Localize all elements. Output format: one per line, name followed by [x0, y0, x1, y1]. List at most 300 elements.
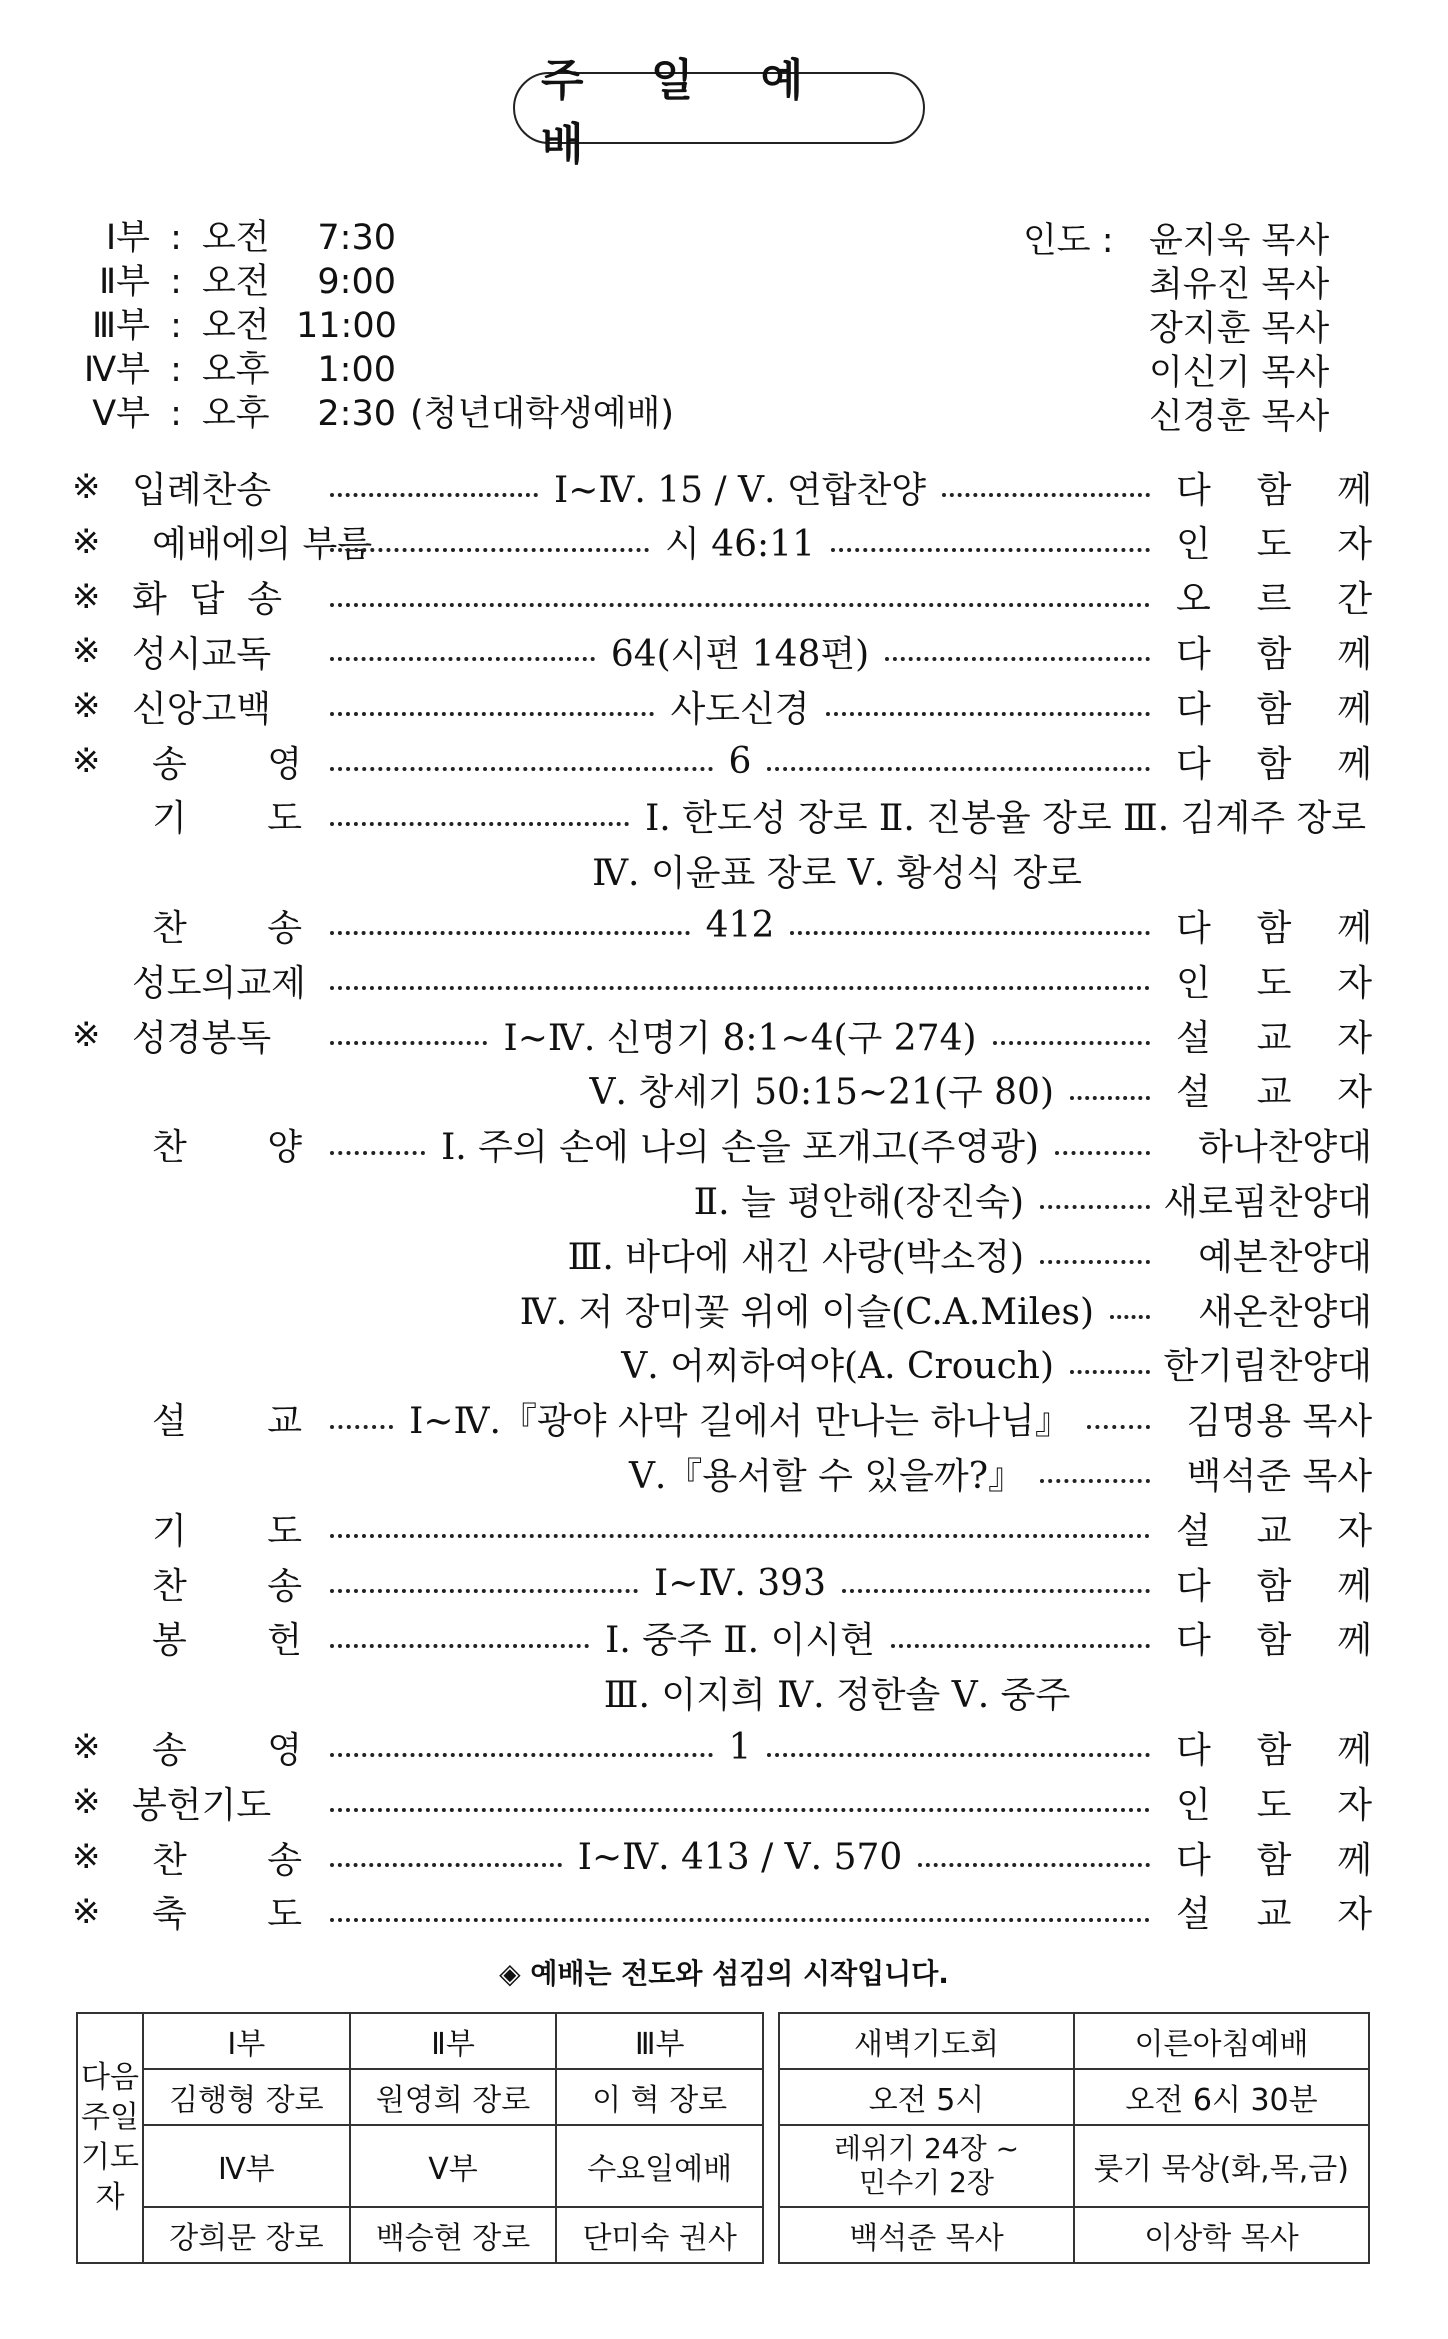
prayer-person: 이 혁 장로: [556, 2069, 763, 2125]
schedule-part: Ⅱ부: [98, 262, 150, 302]
order-item-label: [132, 571, 282, 622]
dot-leader: [330, 767, 713, 771]
order-row: [72, 1720, 1372, 1774]
char: 도: [1256, 524, 1292, 566]
footer-note: ◈ 예배는 전도와 섬김의 시작입니다.: [499, 1957, 949, 1990]
schedule-time: 7:30: [317, 218, 396, 258]
order-performer: [1176, 516, 1372, 567]
schedule-row: [78, 260, 674, 304]
char: 도: [267, 798, 302, 840]
char: 께: [1337, 469, 1372, 511]
char: 다: [1176, 1729, 1211, 1771]
order-performer: [1176, 1503, 1372, 1554]
char: 함: [1256, 743, 1292, 785]
order-body: [302, 1284, 1160, 1335]
order-row: [72, 1446, 1372, 1500]
schedule-time: 11:00: [296, 306, 397, 346]
order-performer: 새로핌찬양대: [1163, 1181, 1372, 1223]
dot-leader: [891, 1644, 1150, 1648]
schedule-colon: :: [170, 394, 182, 434]
char: 설: [152, 1401, 187, 1443]
schedule-row: [78, 216, 674, 260]
dot-leader: [1070, 1370, 1150, 1374]
leader-name: 이신기 목사: [1149, 353, 1330, 393]
order-performer: [1176, 1777, 1372, 1828]
order-row: [72, 953, 1372, 1007]
order-content: Ⅰ~Ⅳ. 15 / Ⅴ. 연합찬양: [553, 469, 927, 511]
standing-mark: ※: [72, 1891, 101, 1932]
leader-name: 장지훈 목사: [1149, 309, 1330, 349]
order-performer: [1176, 1612, 1372, 1663]
char: 찬: [152, 1839, 187, 1881]
next-week-prayer-table: [76, 2012, 764, 2264]
order-row: [72, 1118, 1372, 1172]
order-row: [72, 844, 1372, 898]
order-item-label: [152, 1832, 302, 1883]
order-row: [72, 515, 1372, 569]
service-schedule: [78, 216, 674, 436]
order-body: [320, 1563, 1160, 1604]
order-item-label: 성경봉독: [132, 1017, 272, 1059]
order-performer: [1176, 1886, 1372, 1937]
order-row: [72, 789, 1372, 843]
standing-mark: ※: [72, 576, 101, 617]
char: 함: [1256, 1729, 1292, 1771]
order-performer: [1176, 462, 1372, 513]
char: 함: [1256, 688, 1292, 730]
dot-leader: [790, 931, 1150, 935]
char: 다: [1176, 688, 1211, 730]
order-row: [72, 734, 1372, 788]
order-body: [320, 626, 1160, 677]
leader-row: [1023, 307, 1329, 351]
char: 기: [152, 798, 187, 840]
order-body: [320, 1119, 1160, 1170]
order-content: 1: [728, 1726, 752, 1768]
dot-leader: [330, 1863, 562, 1867]
order-body: [320, 462, 1160, 513]
dot-leader: [330, 1534, 1150, 1538]
dot-leader: [330, 603, 1150, 607]
char: 찬: [152, 1565, 187, 1607]
order-row: [72, 1666, 1372, 1720]
order-body: [320, 1010, 1160, 1061]
order-item-label: [152, 1503, 302, 1554]
standing-mark: ※: [72, 1782, 101, 1823]
dot-leader: [885, 657, 1150, 661]
prayer-part: Ⅲ부: [556, 2013, 763, 2069]
standing-mark: ※: [72, 521, 101, 562]
standing-mark: ※: [72, 467, 101, 507]
leaders-label: [1023, 351, 1149, 395]
char: 송: [267, 907, 302, 949]
order-performer: 예본찬양대: [1198, 1236, 1372, 1278]
order-performer: 새온찬양대: [1198, 1291, 1372, 1333]
leader-name: 최유진 목사: [1149, 265, 1330, 305]
order-content: Ⅴ.『용서할 수 있을까?』: [628, 1455, 1024, 1497]
order-body: [320, 1727, 1160, 1768]
order-content: 시 46:11: [665, 524, 815, 566]
order-row: [72, 1885, 1372, 1939]
order-row: [72, 679, 1372, 733]
dot-leader: [993, 1041, 1150, 1045]
dot-leader: [1070, 1096, 1150, 1100]
char: 께: [1337, 1839, 1372, 1881]
standing-mark: ※: [72, 686, 101, 727]
order-row: [72, 1063, 1372, 1117]
char: 함: [1256, 1620, 1292, 1662]
order-row: [72, 1337, 1372, 1391]
order-body: [302, 1448, 1160, 1499]
dot-leader: [1040, 1205, 1150, 1209]
dot-leader: [1087, 1425, 1150, 1429]
prayer-person: 원영희 장로: [350, 2069, 557, 2125]
dot-leader: [767, 1753, 1150, 1757]
order-row: [72, 1227, 1372, 1281]
char: 답: [189, 579, 225, 621]
order-row: [72, 1282, 1372, 1336]
char: 르: [1256, 579, 1292, 621]
order-content: Ⅲ. 이지희 Ⅳ. 정한솔 Ⅴ. 중주: [603, 1675, 1071, 1717]
char: 교: [1256, 1017, 1292, 1059]
order-body: [320, 1612, 1160, 1663]
dot-leader: [842, 1589, 1150, 1593]
dot-leader: [330, 931, 690, 935]
char: 다: [1176, 907, 1211, 949]
order-row: [72, 570, 1372, 624]
dot-leader: [1110, 1315, 1150, 1319]
prayer-person: 김행형 장로: [143, 2069, 350, 2125]
leader-name: 신경훈 목사: [1149, 397, 1330, 437]
order-body: [302, 1229, 1160, 1280]
dawn-leader: 백석준 목사: [779, 2207, 1074, 2263]
char: 다: [1176, 1565, 1211, 1607]
leaders-label: 인도 :: [1023, 221, 1114, 261]
order-item-label: [152, 1612, 302, 1663]
char: 다: [1176, 1839, 1211, 1881]
char: 께: [1337, 1620, 1372, 1662]
dawn-service-table: [778, 2012, 1370, 2264]
order-row: [72, 1172, 1372, 1226]
char: 송: [152, 743, 187, 785]
order-performer: [1176, 900, 1372, 951]
order-body: [320, 1910, 1160, 1914]
char: 설: [1176, 1510, 1211, 1552]
order-content: Ⅱ. 늘 평안해(장진숙): [693, 1181, 1024, 1223]
order-performer: 김명용 목사: [1186, 1401, 1372, 1443]
prayer-side-label: 다음 주일 기도자: [77, 2013, 143, 2263]
dot-leader: [330, 657, 595, 661]
leaders-list: [1023, 219, 1329, 439]
order-performer: 하나찬양대: [1198, 1127, 1372, 1169]
char: 교: [1256, 1894, 1292, 1936]
char: 교: [1256, 1510, 1292, 1552]
char: 자: [1337, 524, 1372, 566]
order-performer: [1176, 1722, 1372, 1773]
dot-leader: [330, 986, 1150, 990]
schedule-part: Ⅰ부: [105, 218, 150, 258]
schedule-colon: :: [170, 306, 182, 346]
schedule-ampm: 오전: [202, 218, 270, 258]
order-item-label: 성시교독: [132, 633, 272, 675]
dawn-time: 오전 6시 30분: [1074, 2069, 1369, 2125]
schedule-ampm: 오전: [202, 306, 270, 346]
dot-leader: [330, 548, 649, 552]
order-content: Ⅴ. 창세기 50:15~21(구 80): [589, 1072, 1054, 1114]
schedule-time: 2:30: [317, 394, 396, 434]
page-title: 주 일 예 배: [513, 72, 925, 144]
char: 도: [1256, 1784, 1292, 1826]
order-body: [320, 978, 1160, 982]
dot-leader: [330, 1918, 1150, 1922]
dawn-time: 오전 5시: [779, 2069, 1074, 2125]
char: 축: [152, 1894, 187, 1936]
schedule-row: [78, 348, 674, 392]
standing-mark: ※: [72, 741, 101, 781]
leader-row: [1023, 219, 1329, 263]
order-body: [320, 1837, 1160, 1878]
order-body: [302, 845, 1372, 896]
char: 인: [1176, 1784, 1211, 1826]
dot-leader: [330, 822, 629, 826]
char: 찬: [152, 1127, 187, 1169]
order-body: [302, 1338, 1160, 1389]
order-content: Ⅴ. 어찌하여야(A. Crouch): [621, 1346, 1054, 1388]
char: 송: [267, 1839, 302, 1881]
order-content: Ⅰ~Ⅳ. 393: [654, 1562, 826, 1604]
leaders-label: [1023, 263, 1149, 307]
char: 인: [1176, 962, 1211, 1004]
prayer-person: 단미숙 권사: [556, 2207, 763, 2263]
prayer-part: Ⅳ부: [143, 2125, 350, 2207]
char: 송: [152, 1729, 187, 1771]
order-body: [302, 1174, 1160, 1225]
char: 자: [1337, 962, 1372, 1004]
order-content: 사도신경: [670, 688, 810, 730]
standing-mark: ※: [72, 631, 101, 672]
dot-leader: [330, 1041, 487, 1045]
order-item-label: [152, 1886, 302, 1937]
standing-mark: ※: [72, 1727, 101, 1768]
order-body: [320, 905, 1160, 946]
char: 교: [267, 1401, 302, 1443]
order-item-label: [152, 1558, 302, 1609]
order-content: Ⅰ~Ⅳ.『광야 사막 길에서 만나는 하나님』: [409, 1401, 1071, 1443]
order-performer: [1176, 626, 1372, 677]
order-body: [320, 681, 1160, 732]
prayer-person: 백승현 장로: [350, 2207, 557, 2263]
order-content: Ⅰ. 주의 손에 나의 손을 포개고(주영광): [441, 1127, 1039, 1169]
order-performer: [1176, 1832, 1372, 1883]
order-content: Ⅰ. 한도성 장로 Ⅱ. 진봉율 장로 Ⅲ. 김계주 장로: [645, 798, 1366, 840]
char: 함: [1256, 1565, 1292, 1607]
order-item-label: 입례찬송: [132, 469, 272, 511]
char: 설: [1176, 1894, 1211, 1936]
char: 자: [1337, 1510, 1372, 1552]
order-body: [320, 790, 1372, 841]
order-performer: [1176, 1558, 1372, 1609]
char: 함: [1256, 907, 1292, 949]
order-content: Ⅰ~Ⅳ. 신명기 8:1~4(구 274): [503, 1017, 977, 1059]
order-row: [72, 1392, 1372, 1446]
dot-leader: [330, 1808, 1150, 1812]
prayer-part: Ⅱ부: [350, 2013, 557, 2069]
order-item-label: [152, 1119, 302, 1170]
char: 께: [1337, 688, 1372, 730]
order-row: [72, 1611, 1372, 1665]
order-body: [320, 1800, 1160, 1804]
dot-leader: [330, 1151, 425, 1155]
dot-leader: [1055, 1151, 1150, 1155]
dot-leader: [330, 712, 654, 716]
schedule-time: 9:00: [317, 262, 396, 302]
schedule-colon: :: [170, 218, 182, 258]
dawn-header: 이른아침예배: [1074, 2013, 1369, 2069]
char: 기: [152, 1510, 187, 1552]
order-item-label: 성도의교제: [132, 962, 306, 1004]
schedule-time: 1:00: [317, 350, 396, 390]
order-body: [320, 741, 1160, 782]
order-body: [302, 1064, 1160, 1115]
char: 다: [1176, 1620, 1211, 1662]
dot-leader: [942, 493, 1150, 497]
char: 봉: [152, 1620, 187, 1662]
order-row: [72, 460, 1372, 514]
char: 송: [247, 579, 282, 621]
dot-leader: [767, 767, 1150, 771]
order-item-label: [152, 790, 302, 841]
char: 도: [1256, 962, 1292, 1004]
char: 다: [1176, 743, 1211, 785]
char: 교: [1256, 1072, 1292, 1114]
order-item-label: 봉헌기도: [132, 1784, 272, 1826]
char: 도: [267, 1894, 302, 1936]
order-content: 412: [705, 904, 775, 946]
leader-row: [1023, 351, 1329, 395]
char: 영: [267, 1729, 302, 1771]
schedule-part: Ⅲ부: [92, 306, 150, 346]
order-row: [72, 1008, 1372, 1062]
char: 찬: [152, 907, 187, 949]
char: 께: [1337, 633, 1372, 675]
order-content: 64(시편 148편): [610, 633, 870, 675]
schedule-colon: :: [170, 262, 182, 302]
dot-leader: [330, 1425, 393, 1429]
order-performer: [1176, 736, 1372, 787]
dawn-reading: 레위기 24장 ~ 민수기 2장: [779, 2125, 1074, 2207]
schedule-ampm: 오후: [202, 394, 270, 434]
char: 오: [1176, 579, 1211, 621]
order-content: Ⅳ. 이윤표 장로 Ⅴ. 황성식 장로: [592, 853, 1082, 895]
schedule-part: Ⅳ부: [83, 350, 150, 390]
order-content: Ⅰ~Ⅳ. 413 / Ⅴ. 570: [577, 1836, 903, 1878]
order-content: Ⅳ. 저 장미꽃 위에 이슬(C.A.Miles): [519, 1291, 1094, 1333]
dot-leader: [330, 1753, 713, 1757]
order-performer: [1176, 571, 1372, 622]
order-row: [72, 1830, 1372, 1884]
order-body: [320, 1393, 1160, 1444]
order-performer: [1176, 1064, 1372, 1115]
dawn-reading: 룻기 묵상(화,목,금): [1074, 2125, 1369, 2207]
standing-mark: ※: [72, 1015, 101, 1055]
leader-row: [1023, 263, 1329, 307]
order-item-label: [152, 1722, 302, 1773]
order-item-label: 신앙고백: [132, 688, 272, 730]
char: 송: [267, 1565, 302, 1607]
leader-row: [1023, 395, 1329, 439]
order-performer: 한기림찬양대: [1163, 1346, 1372, 1388]
dot-leader: [330, 1589, 638, 1593]
char: 께: [1337, 1565, 1372, 1607]
char: 께: [1337, 907, 1372, 949]
order-row: [72, 898, 1372, 952]
char: 도: [267, 1510, 302, 1552]
char: 헌: [267, 1620, 302, 1662]
order-performer: [1176, 955, 1372, 1006]
prayer-part: 수요일예배: [556, 2125, 763, 2207]
char: 자: [1337, 1072, 1372, 1114]
order-item-label: [152, 1393, 302, 1444]
char: 간: [1337, 579, 1372, 621]
schedule-row: [78, 304, 674, 348]
schedule-row: [78, 392, 674, 436]
char: 설: [1176, 1017, 1211, 1059]
order-body: [320, 516, 1160, 567]
char: 자: [1337, 1894, 1372, 1936]
char: 함: [1256, 1839, 1292, 1881]
char: 다: [1176, 469, 1211, 511]
dot-leader: [918, 1863, 1150, 1867]
order-body: [302, 1667, 1372, 1718]
char: 함: [1256, 633, 1292, 675]
schedule-note: (청년대학생예배): [410, 394, 674, 434]
char: 화: [132, 579, 167, 621]
order-row: [72, 1556, 1372, 1610]
dot-leader: [831, 548, 1150, 552]
schedule-colon: :: [170, 350, 182, 390]
prayer-part: Ⅴ부: [350, 2125, 557, 2207]
char: 양: [267, 1127, 302, 1169]
order-content: Ⅰ. 중주 Ⅱ. 이시현: [605, 1620, 875, 1662]
order-item-label: [152, 900, 302, 951]
order-performer: [1176, 681, 1372, 732]
char: 께: [1337, 743, 1372, 785]
order-content: Ⅲ. 바다에 새긴 사랑(박소정): [567, 1236, 1024, 1278]
standing-mark: ※: [72, 1837, 101, 1877]
order-item-label: [152, 736, 302, 787]
dot-leader: [1040, 1479, 1150, 1483]
schedule-part: Ⅴ부: [92, 394, 150, 434]
order-performer: 백석준 목사: [1186, 1455, 1372, 1497]
schedule-ampm: 오전: [202, 262, 270, 302]
order-row: [72, 1501, 1372, 1555]
order-content: 6: [728, 740, 752, 782]
char: 자: [1337, 1784, 1372, 1826]
char: 함: [1256, 469, 1292, 511]
order-performer: [1176, 1010, 1372, 1061]
prayer-person: 강희문 장로: [143, 2207, 350, 2263]
char: 인: [1176, 524, 1211, 566]
dot-leader: [330, 1644, 589, 1648]
order-body: [320, 1526, 1160, 1530]
dot-leader: [826, 712, 1150, 716]
char: 께: [1337, 1729, 1372, 1771]
order-row: [72, 624, 1372, 678]
leaders-label: [1023, 307, 1149, 351]
dot-leader: [330, 493, 538, 497]
char: 영: [267, 743, 302, 785]
dawn-leader: 이상학 목사: [1074, 2207, 1369, 2263]
